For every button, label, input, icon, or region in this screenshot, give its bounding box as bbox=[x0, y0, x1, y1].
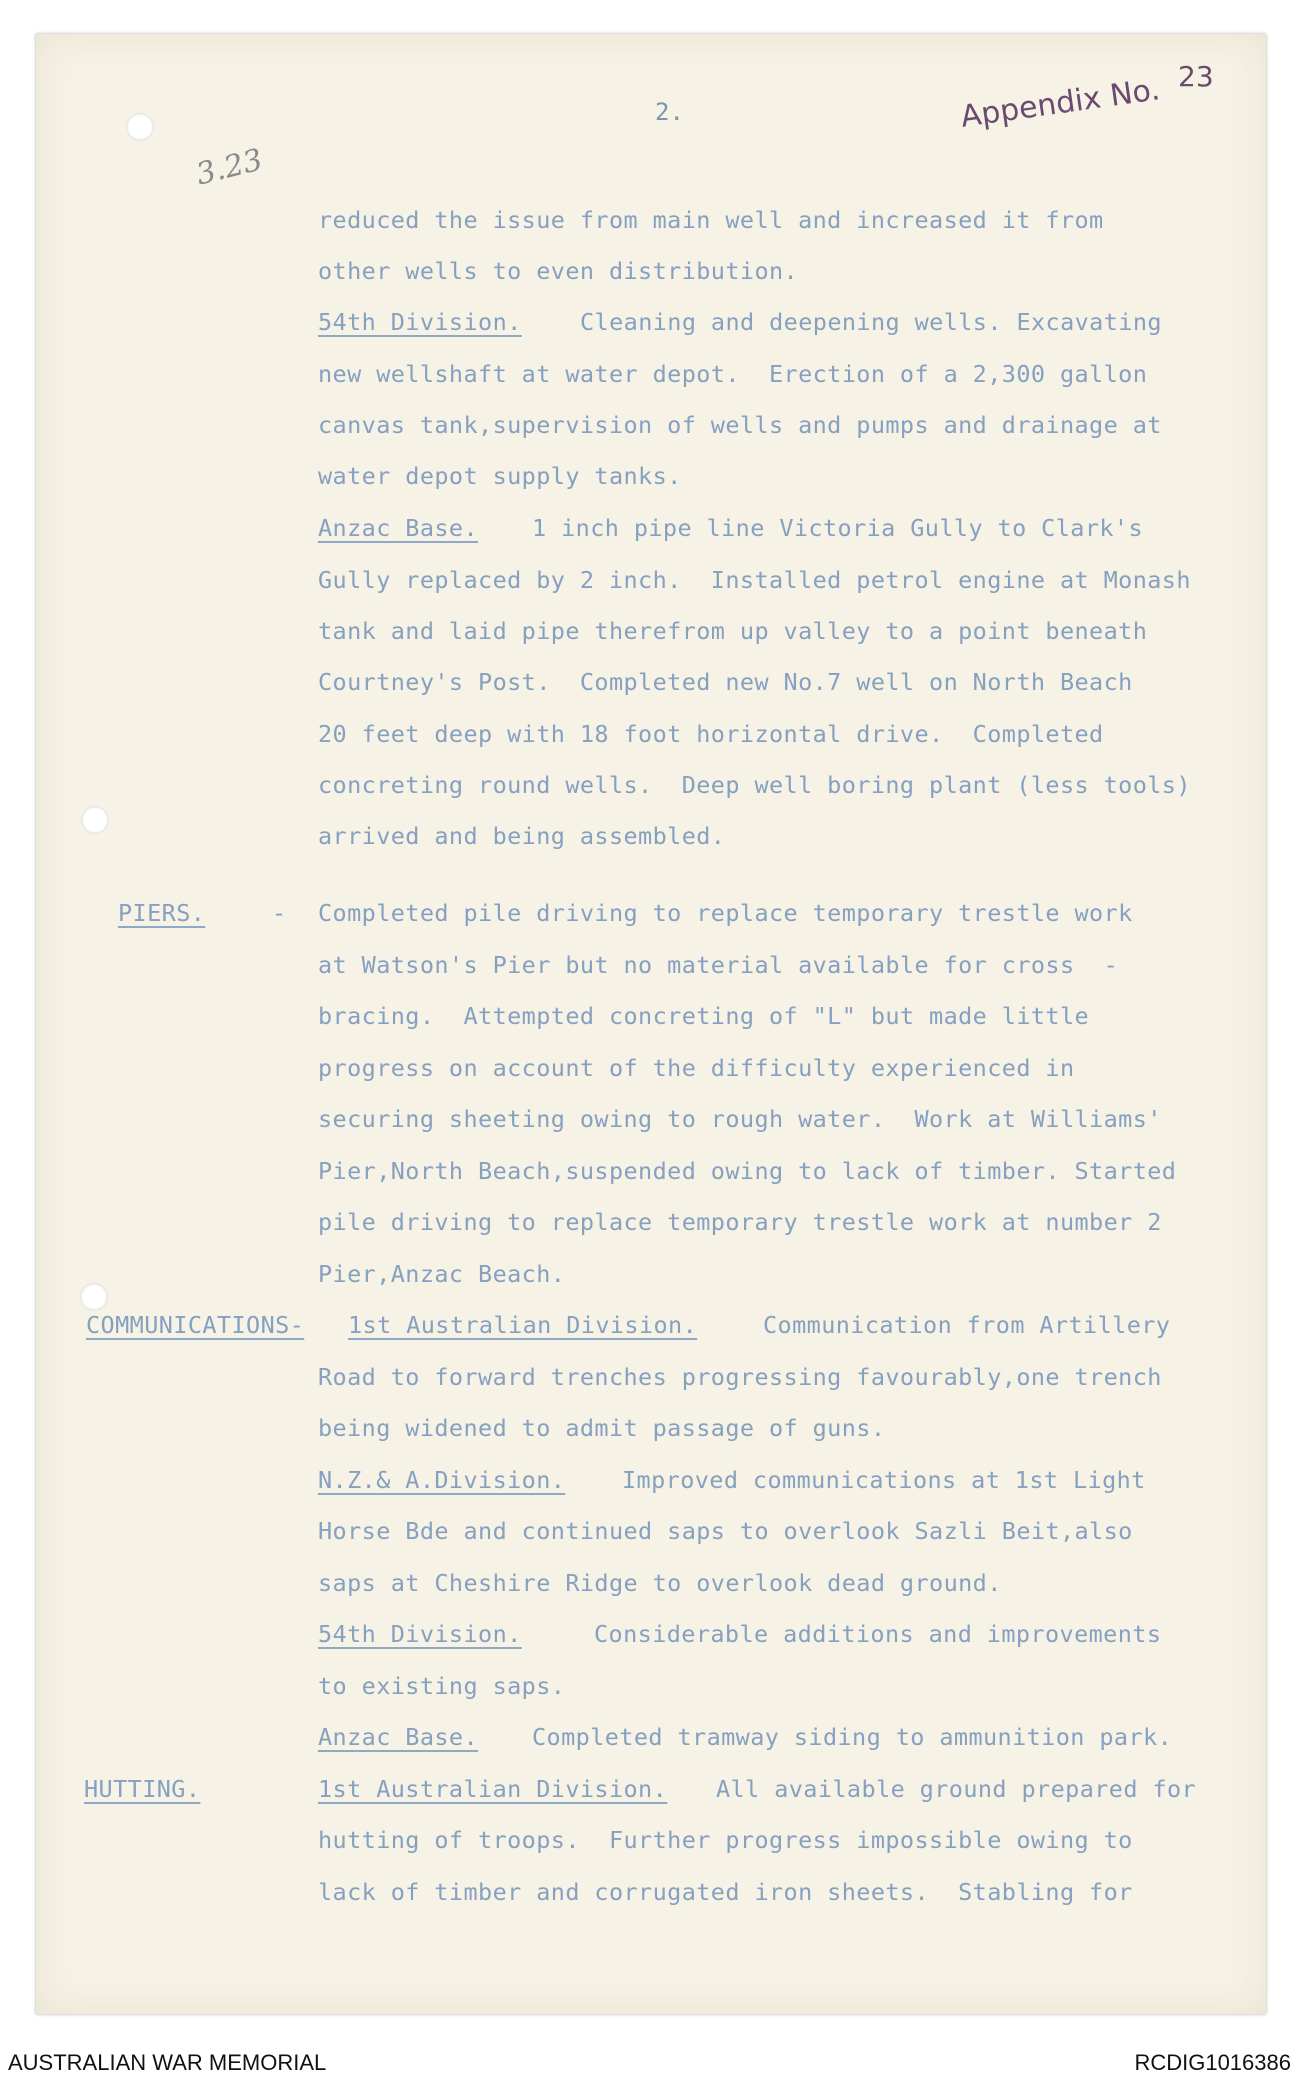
punch-hole bbox=[80, 1283, 108, 1311]
section-subheading: 1st Australian Division. bbox=[348, 1311, 698, 1339]
text-line: All available ground prepared for bbox=[716, 1775, 1197, 1803]
text-line: new wellshaft at water depot. Erection of a 2,300 gallon bbox=[318, 360, 1148, 388]
section-subheading: 54th Division. bbox=[318, 308, 522, 336]
text-line: canvas tank,supervision of wells and pumps and drainage at bbox=[318, 411, 1162, 439]
text-line: Considerable additions and improvements bbox=[594, 1620, 1162, 1648]
text-line: 20 feet deep with 18 foot horizontal drive. Completed bbox=[318, 720, 1104, 748]
text-line: other wells to even distribution. bbox=[318, 257, 799, 285]
footer-institution: AUSTRALIAN WAR MEMORIAL bbox=[8, 2050, 327, 2075]
punch-hole bbox=[81, 806, 109, 834]
text-line: Courtney's Post. Completed new No.7 well on North Beach bbox=[318, 668, 1133, 696]
text-line: Horse Bde and continued saps to overlook Sazli Beit,also bbox=[318, 1517, 1133, 1545]
text-line: tank and laid pipe therefrom up valley to a point beneath bbox=[318, 617, 1148, 645]
text-line: Pier,Anzac Beach. bbox=[318, 1260, 566, 1288]
section-subheading: 54th Division. bbox=[318, 1620, 522, 1648]
appendix-number: 23 bbox=[1178, 60, 1214, 93]
text-line: Completed pile driving to replace temporary trestle work bbox=[318, 899, 1133, 927]
section-label-hutting: HUTTING. bbox=[84, 1775, 201, 1803]
text-line: 1 inch pipe line Victoria Gully to Clark's bbox=[532, 514, 1144, 542]
section-subheading: Anzac Base. bbox=[318, 514, 479, 542]
text-line: Gully replaced by 2 inch. Installed petrol engine at Monash bbox=[318, 566, 1191, 594]
page-number: 2. bbox=[655, 98, 684, 126]
section-label-communications: COMMUNICATIONS- bbox=[86, 1311, 305, 1339]
text-line: Improved communications at 1st Light bbox=[622, 1466, 1146, 1494]
section-dash: - bbox=[272, 899, 287, 927]
section-subheading: N.Z.& A.Division. bbox=[318, 1466, 566, 1494]
text-line: Communication from Artillery bbox=[763, 1311, 1171, 1339]
section-subheading: Anzac Base. bbox=[318, 1723, 479, 1751]
pencil-annotation: 3.23 bbox=[192, 142, 267, 193]
text-line: arrived and being assembled. bbox=[318, 822, 726, 850]
text-line: being widened to admit passage of guns. bbox=[318, 1414, 886, 1442]
text-line: reduced the issue from main well and increased it from bbox=[318, 206, 1104, 234]
text-line: Pier,North Beach,suspended owing to lack of timber. Started bbox=[318, 1157, 1177, 1185]
text-line: at Watson's Pier but no material available for cross - bbox=[318, 951, 1119, 979]
text-line: Cleaning and deepening wells. Excavating bbox=[580, 308, 1162, 336]
footer-record-id: RCDIG1016386 bbox=[1134, 2050, 1291, 2075]
text-line: progress on account of the difficulty experienced in bbox=[318, 1054, 1075, 1082]
text-line: lack of timber and corrugated iron sheets. Stabling for bbox=[318, 1878, 1133, 1906]
section-subheading: 1st Australian Division. bbox=[318, 1775, 668, 1803]
text-line: Road to forward trenches progressing favourably,one trench bbox=[318, 1363, 1162, 1391]
text-line: securing sheeting owing to rough water. Work at Williams' bbox=[318, 1105, 1162, 1133]
text-line: hutting of troops. Further progress impossible owing to bbox=[318, 1826, 1133, 1854]
appendix-stamp: Appendix No. bbox=[958, 72, 1163, 135]
section-label-piers: PIERS. bbox=[118, 899, 206, 927]
punch-hole bbox=[126, 113, 154, 141]
text-line: concreting round wells. Deep well boring plant (less tools) bbox=[318, 771, 1191, 799]
text-line: Completed tramway siding to ammunition park. bbox=[532, 1723, 1173, 1751]
text-line: water depot supply tanks. bbox=[318, 462, 682, 490]
text-line: bracing. Attempted concreting of "L" but made little bbox=[318, 1002, 1090, 1030]
text-line: saps at Cheshire Ridge to overlook dead ground. bbox=[318, 1569, 1002, 1597]
text-line: pile driving to replace temporary trestle work at number 2 bbox=[318, 1208, 1162, 1236]
text-line: to existing saps. bbox=[318, 1672, 566, 1700]
